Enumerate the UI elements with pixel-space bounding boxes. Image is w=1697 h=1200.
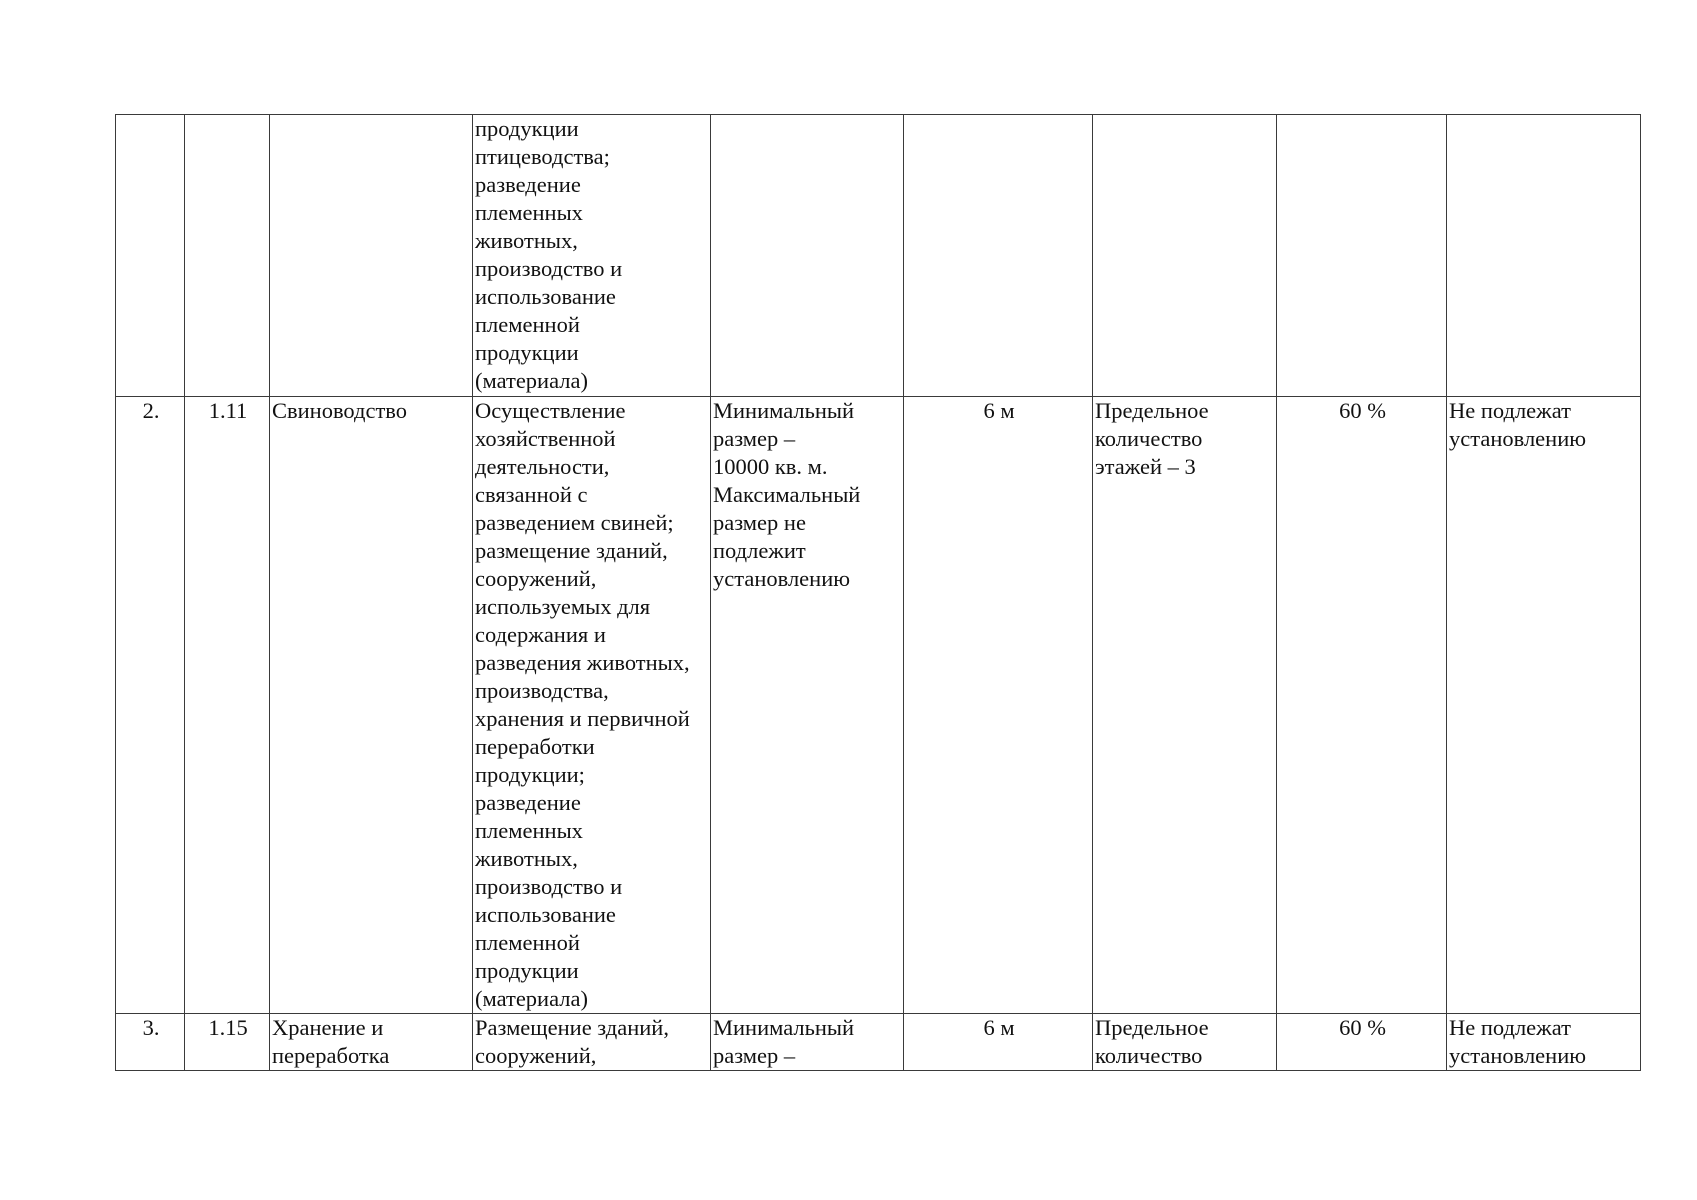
row-number-cell: 2. — [116, 397, 185, 1014]
use-code-cell — [185, 115, 270, 397]
plot-size-cell — [711, 1014, 904, 1071]
floors-cell — [1093, 1014, 1277, 1071]
use-description-cell: продукции птицеводства; разведение племенных животных, производство и использование племенной продукции (материала) — [473, 115, 711, 397]
restrictions-cell — [1447, 115, 1641, 397]
coverage-cell — [1277, 1014, 1447, 1071]
floors-text: Предельное количество — [1095, 1015, 1209, 1068]
coverage-text: 60 % — [1339, 1015, 1386, 1040]
coverage-cell: 60 % — [1277, 397, 1447, 1014]
restrictions-cell: Не подлежат установлению — [1447, 397, 1641, 1014]
use-description-cell — [473, 1014, 711, 1071]
use-code-cell: 1.11 — [185, 397, 270, 1014]
use-code-cell — [185, 1014, 270, 1071]
row-number-cell — [116, 115, 185, 397]
plot-size-cell: Минимальный размер – 10000 кв. м. Максимальный размер не подлежит установлению — [711, 397, 904, 1014]
row-number-text: 3. — [142, 1015, 160, 1040]
use-description-cell: Осуществление хозяйственной деятельности, связанной с разведением свиней; размещение зданий, сооружений, используемых для содержания и разведения животных, производства, хранения и первичной переработки продукции; разведение племенных животных, производство и использование племенной продукции (материала) — [473, 397, 711, 1014]
table-row — [116, 1014, 1641, 1071]
coverage-cell — [1277, 115, 1447, 397]
plot-size-cell — [711, 115, 904, 397]
row-number-cell — [116, 1014, 185, 1071]
setback-cell — [904, 1014, 1093, 1071]
floors-cell: Предельное количество этажей – 3 — [1093, 397, 1277, 1014]
setback-cell — [904, 115, 1093, 397]
land-use-table — [115, 114, 1641, 1071]
restrictions-text: Не подлежат установлению — [1449, 1015, 1587, 1068]
setback-text: 6 м — [983, 1015, 1015, 1040]
floors-cell — [1093, 115, 1277, 397]
use-name-text: Хранение и переработка — [272, 1015, 390, 1068]
plot-size-text: Минимальный размер – — [713, 1015, 855, 1068]
table-row — [116, 397, 1641, 1014]
use-name-cell — [270, 115, 473, 397]
use-name-cell — [270, 1014, 473, 1071]
use-code-text: 1.15 — [208, 1015, 248, 1040]
restrictions-cell — [1447, 1014, 1641, 1071]
table-row — [116, 115, 1641, 397]
use-name-cell: Свиноводство — [270, 397, 473, 1014]
use-description-text: Размещение зданий, сооружений, — [475, 1015, 669, 1068]
setback-cell: 6 м — [904, 397, 1093, 1014]
